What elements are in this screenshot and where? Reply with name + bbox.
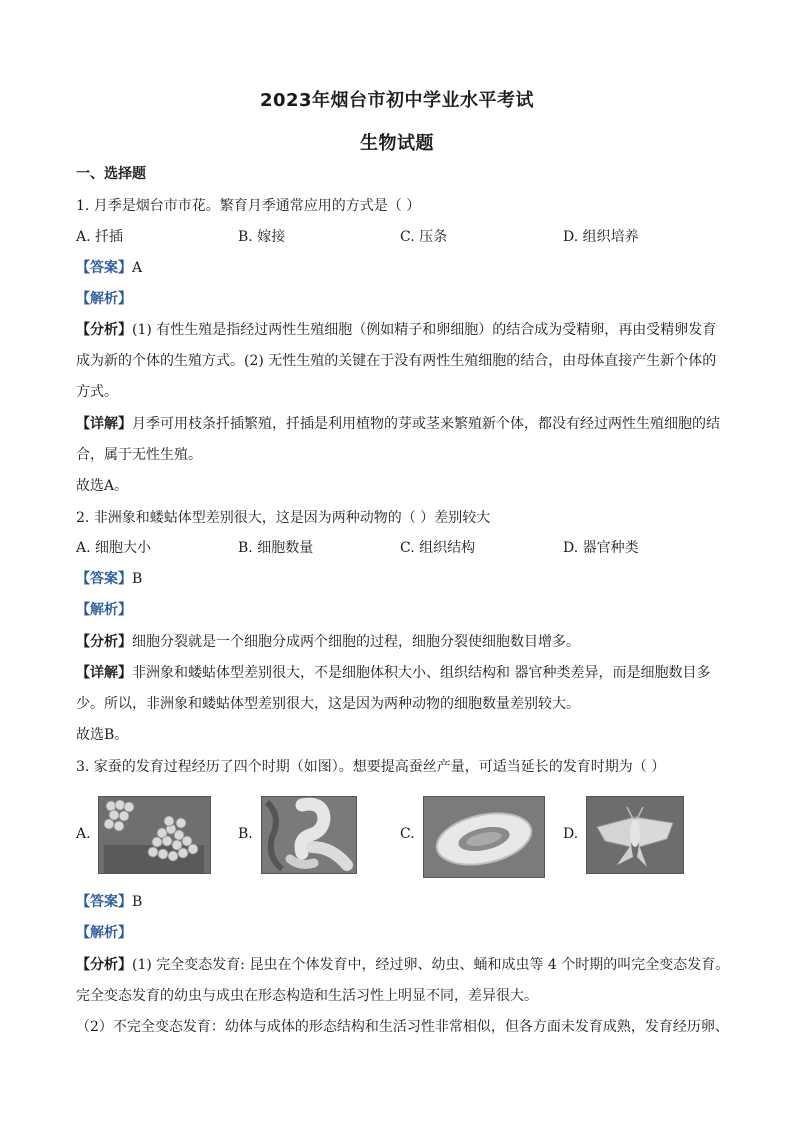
q1-option-d: D. 组织培养 [563, 229, 639, 245]
q2-detail-line-2: 少。所以，非洲象和蝼蛄体型差别很大，这是因为两种动物的细胞数量差别较大。 [76, 696, 580, 712]
explanation-tag: 【解析】 [76, 925, 132, 941]
q1-analysis-line-2: 成为新的个体的生殖方式。(2) 无性生殖的关键在于没有两性生殖细胞的结合，由母体直接产生新个体的 [76, 353, 717, 369]
q2-stem: 2. 非洲象和蝼蛄体型差别很大，这是因为两种动物的（ ）差别较大 [76, 510, 491, 526]
q1-conclusion: 故选A。 [76, 478, 129, 494]
q2-answer [76, 569, 734, 589]
q3-option-d-label: D. [563, 826, 579, 842]
q2-conclusion: 故选B。 [76, 727, 129, 743]
answer-tag: 【答案】 [76, 571, 132, 587]
q1-analysis-text-1: (1) 有性生殖是指经过两性生殖细胞（例如精子和卵细胞）的结合成为受精卵，再由受精卵发育 [132, 322, 717, 338]
q1-detail-line-2: 合，属于无性生殖。 [76, 447, 202, 463]
q3-stem: 3. 家蚕的发育过程经历了四个时期（如图）。想要提高蚕丝产量，可适当延长的发育时期为（ ） [76, 759, 666, 775]
answer-tag: 【答案】 [76, 260, 132, 276]
q3-explanation-heading [76, 923, 734, 943]
silkworm-pupa-image [423, 796, 545, 878]
q1-detail-text-1: 月季可用枝条扦插繁殖，扦插是利用植物的芽或茎来繁殖新个体，都没有经过两性生殖细胞的结 [132, 416, 720, 432]
q1-option-c: C. 压条 [400, 229, 448, 245]
q2-detail-text-1: 非洲象和蝼蛄体型差别很大，不是细胞体积大小、组织结构和 器官种类差异，而是细胞数目多 [132, 665, 711, 681]
q1-stem: 1. 月季是烟台市市花。繁育月季通常应用的方式是（ ） [76, 198, 421, 214]
q2-answer-value: B [132, 571, 143, 587]
q1-analysis-line-1 [76, 320, 734, 340]
q2-analysis [76, 632, 734, 652]
q2-option-d: D. 器官种类 [563, 540, 639, 556]
analysis-tag: 【分析】 [76, 322, 132, 338]
q2-explanation-heading [76, 600, 734, 620]
q3-analysis-line-2: 完全变态发育的幼虫与成虫在形态构造和生活习性上明显不同，差异很大。 [76, 988, 538, 1004]
q1-analysis-line-3: 方式。 [76, 384, 118, 400]
q2-option-c: C. 组织结构 [400, 540, 476, 556]
q3-option-c-label: C. [400, 826, 415, 842]
q3-analysis-text-1: (1) 完全变态发育: 昆虫在个体发育中，经过卵、幼虫、蛹和成虫等 4 个时期的叫完全变态发育。 [132, 957, 730, 973]
q2-option-b: B. 细胞数量 [238, 540, 314, 556]
q1-option-a: A. 扦插 [76, 229, 124, 245]
q1-answer [76, 258, 734, 278]
q3-analysis-line-3: （2）不完全变态发育：幼体与成体的形态结构和生活习性非常相似，但各方面未发育成熟，发育经历卵、 [76, 1019, 729, 1035]
analysis-tag: 【分析】 [76, 957, 132, 973]
explanation-tag: 【解析】 [76, 291, 132, 307]
q3-answer-value: B [132, 894, 143, 910]
q2-detail-line-1 [76, 663, 734, 683]
silkmoth-adult-image [586, 796, 684, 874]
q2-option-a: A. 细胞大小 [76, 540, 152, 556]
q3-option-b-label: B. [238, 826, 253, 842]
explanation-tag: 【解析】 [76, 602, 132, 618]
q3-option-a-label: A. [76, 826, 91, 842]
answer-tag: 【答案】 [76, 894, 132, 910]
q2-analysis-text: 细胞分裂就是一个细胞分成两个细胞的过程，细胞分裂使细胞数目增多。 [132, 634, 580, 650]
q1-detail-line-1 [76, 414, 734, 434]
q3-analysis-line-1 [76, 955, 734, 975]
analysis-tag: 【分析】 [76, 634, 132, 650]
silkworm-eggs-image [98, 796, 211, 874]
exam-title: 2023年烟台市初中学业水平考试 [259, 90, 535, 111]
detail-tag: 【详解】 [76, 416, 132, 432]
q1-answer-value: A [132, 260, 143, 276]
silkworm-larva-image [261, 796, 357, 874]
section-heading: 一、选择题 [76, 166, 146, 182]
detail-tag: 【详解】 [76, 665, 132, 681]
q1-option-b: B. 嫁接 [238, 229, 286, 245]
q1-explanation-heading [76, 289, 734, 309]
q3-answer [76, 892, 734, 912]
exam-subtitle: 生物试题 [360, 133, 434, 154]
